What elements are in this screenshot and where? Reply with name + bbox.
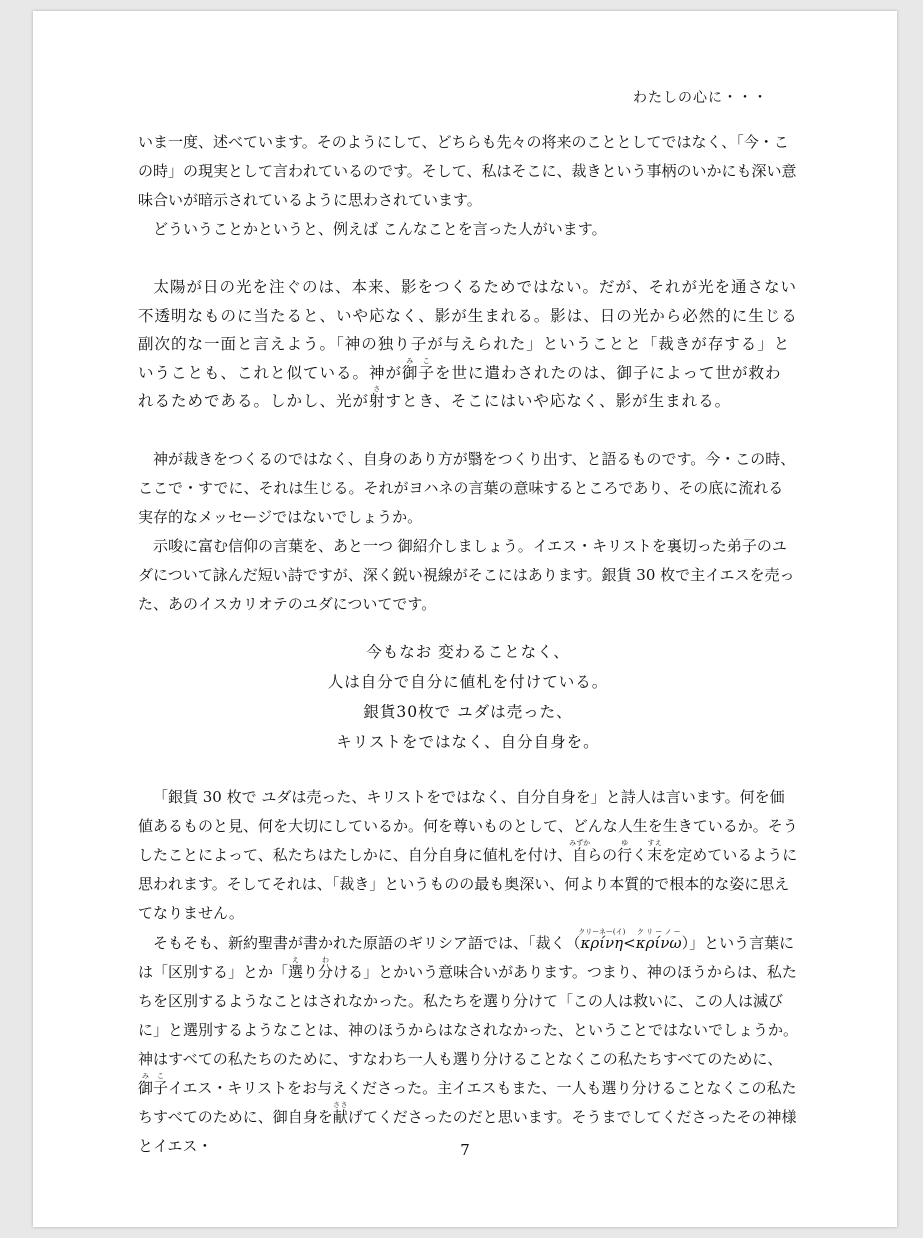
ruby-annotation: 分わ bbox=[318, 956, 334, 981]
ruby-annotation: 献ささ bbox=[332, 1101, 348, 1126]
greek-word: κρίνωクリーノー bbox=[635, 928, 682, 952]
paragraph: いま一度、述べています。そのようにして、どちらも先々の将来のこととしてではなく、「今・この時」の現実として言われているのです。そして、私はそこに、裁きという事柄のいかにも深い意味合いが暗示されているように思わされています。 bbox=[138, 133, 797, 209]
page-number: 7 bbox=[460, 1141, 470, 1159]
ruby-annotation: 御子みこ bbox=[138, 1072, 169, 1097]
ruby-annotation: 行ゆ bbox=[617, 839, 633, 864]
paragraph: 神が裁きをつくるのではなく、自身のあり方が翳をつくり出す、と語るものです。今・この時、ここで・すでに、それは生じる。それがヨハネの言葉の意味するところであり、その底に流れる実存的なメッセージではないでしょうか。 bbox=[138, 450, 796, 526]
paragraph-block-2 bbox=[138, 445, 798, 619]
poem-line: 人は自分で自分に値札を付けている。 bbox=[327, 673, 609, 691]
greek-word: κρίνηクリーネー(イ) bbox=[578, 928, 626, 952]
poem bbox=[138, 637, 798, 757]
paragraph: そもそも、新約聖書が書かれた原語のギリシア語では、「裁く（κρίνηクリーネー(イ)<κρίνωクリーノー）」という言葉には「区別する」とか「選えり分わける」とかいう意味合いがあります。つまり、神のほうからは、私たちを区別するようなことはされなかった。私たちを選り分けて「この人は救いに、この人は滅びに」と選別するようなことは、神のほうからはなされなかった、ということではないでしょうか。神はすべての私たちのために、すなわち一人も選り分けることなくこの私たちすべてのために、御子みこイエス・キリストをお与えくださった。主イエスもまた、一人も選り分けることなくこの私たちすべてのために、御自身を献ささげてくださったのだと思います。そうまでしてくださったその神様とイエス・ bbox=[138, 928, 799, 1155]
paragraph: どういうことかというと、例えば こんなことを言った人がいます。 bbox=[153, 220, 607, 238]
paragraph: 示唆に富む信仰の言葉を、あと一つ 御紹介しましょう。イエス・キリストを裏切った弟子のユダについて詠んだ短い詩ですが、深く鋭い視線がそこにはあります。銀貨 30 枚で主イエスを売った、あのイスカリオテのユダについてです。 bbox=[138, 537, 795, 613]
paragraph: 「銀貨 30 枚で ユダは売った、キリストをではなく、自分自身を」と詩人は言います。何を価値あるものと見、何を大切にしているか。何を尊いものとして、どんな人生を生きているか。そうしたことによって、私たちはたしかに、自分自身に値札を付け、自みずからの行ゆく末すえを定めているように思われます。そしてそれは、「裁き」というものの最も奥深い、何より本質的で根本的な姿に思えてなりません。 bbox=[138, 788, 798, 922]
poem-line: 銀貨30枚で ユダは売った、 bbox=[363, 703, 573, 721]
ruby-annotation: 射さ bbox=[369, 385, 386, 410]
running-header: わたしの心に・・・ bbox=[633, 90, 768, 106]
ruby-annotation: 自みずか bbox=[569, 839, 591, 864]
poem-line: 今もなお 変わることなく、 bbox=[366, 643, 570, 661]
paragraph-block-1 bbox=[138, 128, 798, 244]
ruby-annotation: 末すえ bbox=[647, 839, 663, 864]
poem-line: キリストをではなく、自分自身を。 bbox=[336, 733, 600, 751]
ruby-annotation: 御子みこ bbox=[402, 356, 436, 382]
ruby-annotation: 選え bbox=[288, 956, 304, 981]
document-page bbox=[33, 11, 897, 1227]
paragraph-block-3 bbox=[138, 783, 798, 1161]
quoted-passage bbox=[138, 273, 798, 416]
quote-text: 太陽が日の光を注ぐのは、本来、影をつくるためではない。だが、それが光を通さない不透明なものに当たると、いや応なく、影が生まれる。影は、日の光から必然的に生じる副次的な一面と言えよう。「神の独り子が与えられた」ということと「裁きが存する」ということも、これと似ている。神が御子みこを世に遣わされたのは、御子によって世が救われるためである。しかし、光が射さすとき、そこにはいや応なく、影が生まれる。 bbox=[138, 278, 798, 410]
